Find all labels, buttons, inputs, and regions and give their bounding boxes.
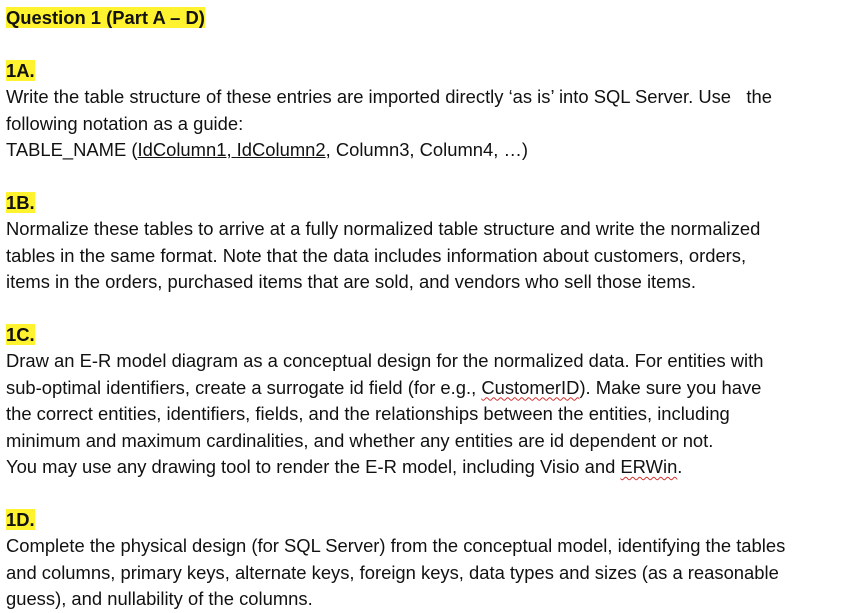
section-1c-text-line: Draw an E-R model diagram as a conceptual design for the normalized data. For entities with xyxy=(6,350,764,371)
section-1c-text-line xyxy=(6,454,842,481)
last-line-before: You may use any drawing tool to render the E-R model, including Visio and xyxy=(6,456,621,477)
spellcheck-erwin: ERWin xyxy=(620,456,678,477)
last-line-after: . xyxy=(677,456,683,477)
section-1a-text-line: Write the table structure of these entries are imported directly ‘as is’ into SQL Server. Use the xyxy=(6,86,772,107)
section-1b-heading-line xyxy=(6,190,842,217)
document-body xyxy=(6,0,842,613)
notation-prefix: TABLE_NAME ( xyxy=(6,139,138,160)
line2-before: sub-optimal identifiers, create a surrogate id field (for e.g., xyxy=(6,376,482,398)
notation-id-column-2: IdColumn2 xyxy=(236,139,326,160)
question-title: Question 1 (Part A – D) xyxy=(6,7,205,28)
section-1a-text-line: following notation as a guide: xyxy=(6,112,244,134)
section-1a-heading-line xyxy=(6,58,842,85)
notation-id-column-1: IdColumn1 xyxy=(137,139,227,160)
notation-suffix: , Column3, Column4, …) xyxy=(325,139,528,160)
section-1b-heading: 1B. xyxy=(6,191,35,213)
section-1c-text-line xyxy=(6,375,842,402)
section-1d-heading: 1D. xyxy=(6,508,35,530)
section-1c-heading-line xyxy=(6,322,842,349)
section-1d-text-line: Complete the physical design (for SQL Server) from the conceptual model, identifying the tables xyxy=(6,535,786,556)
section-1c-text-line: the correct entities, identifiers, fields, and the relationships between the entities, including xyxy=(6,403,730,424)
section-1a-heading: 1A. xyxy=(6,59,35,81)
section-1b-text-line: Normalize these tables to arrive at a fully normalized table structure and write the normalized xyxy=(6,218,761,239)
section-1b-text-line: items in the orders, purchased items that are sold, and vendors who sell those items. xyxy=(6,271,696,292)
section-1d-text-line: guess), and nullability of the columns. xyxy=(6,588,313,609)
section-1a-notation xyxy=(6,137,842,164)
spellcheck-customerid: CustomerID xyxy=(481,376,580,398)
line2-after: ). Make sure you have xyxy=(579,376,762,398)
section-1b-text-line: tables in the same format. Note that the data includes information about customers, orders, xyxy=(6,244,747,266)
section-1d-heading-line xyxy=(6,507,842,534)
section-1d-text-line: and columns, primary keys, alternate keys, foreign keys, data types and sizes (as a reasonable xyxy=(6,561,779,583)
section-1c-text-line: minimum and maximum cardinalities, and whether any entities are id dependent or not. xyxy=(6,429,714,451)
notation-separator: , xyxy=(226,139,237,160)
question-title-line xyxy=(6,5,842,32)
section-1c-heading: 1C. xyxy=(6,323,35,345)
